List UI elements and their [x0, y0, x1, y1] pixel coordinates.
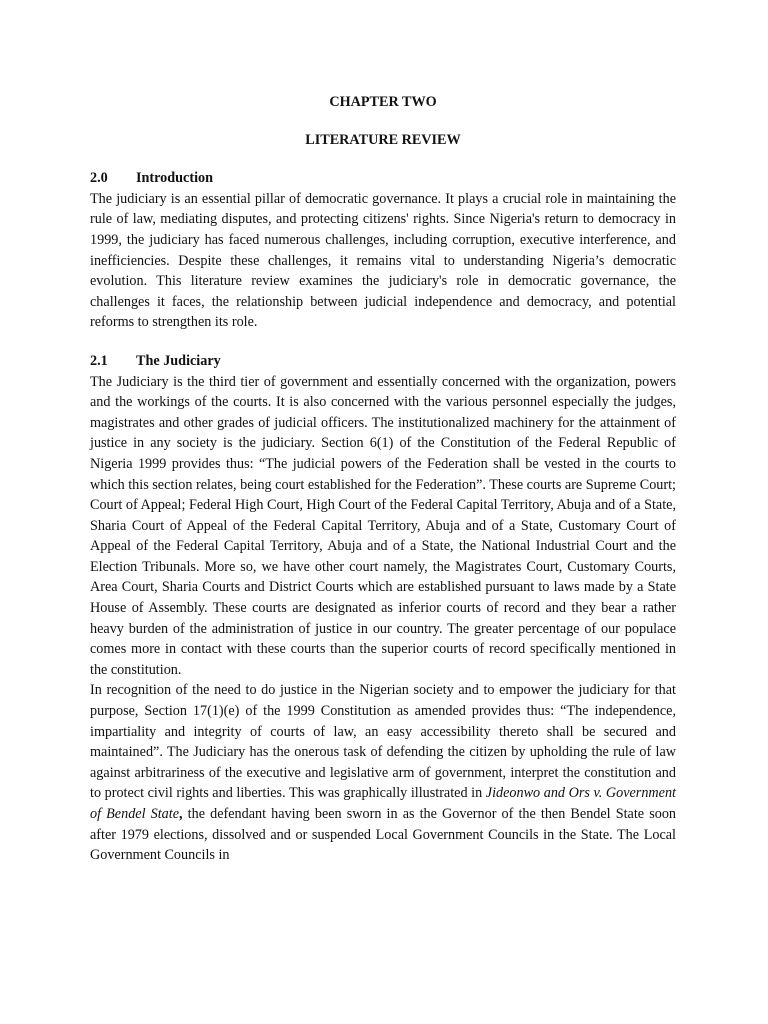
section-heading-judiciary: [90, 351, 676, 372]
chapter-label: CHAPTER TWO: [329, 94, 437, 110]
section-number: 2.0: [90, 170, 108, 187]
section-number: 2.1: [90, 352, 108, 369]
recognition-text-end: the defendant having been sworn in as the Governor of the then Bendel State soon after 1979 elections, dissolved and or suspended Local Government Councils in the State. The Local Government Councils in: [90, 806, 677, 864]
chapter-title: LITERATURE REVIEW: [305, 131, 461, 148]
recognition-paragraph: [90, 680, 676, 865]
case-citation: Jideonwo and Ors v. Government of Bendel State: [90, 785, 676, 822]
judiciary-paragraph: The Judiciary is the third tier of government and essentially concerned with the organization, powers and the workings of the courts. It is also concerned with the various personnel especially the judges, magistrates and other grades of judicial officers. The institutionalized machinery for the attainment of justice in any society is the judiciary. Section 6(1) of the Constitution of the Federal Republic of Nigeria 1999 provides thus: “The judicial powers of the Federation shall be vested in the courts to which this section relates, being court established for the Federation”. These courts are Supreme Court; Court of Appeal; Federal High Court, High Court of the Federal Capital Territory, Abuja and of a State, Sharia Court of Appeal of the Federal Capital Territory, Abuja and of a State, Customary Court of Appeal of the Federal Capital Territory, Abuja and of a State, the National Industrial Court and the Election Tribunals. More so, we have other court namely, the Magistrates Court, Customary Courts, Area Court, Sharia Courts and District Courts which are established pursuant to laws made by a State House of Assembly. These courts are designated as inferior courts of record and they bear a rather heavy burden of the administration of justice in our country. The greater percentage of our populace comes more in contact with these courts than the superior courts of record specifically mentioned in the constitution.: [90, 373, 676, 678]
case-citation-comma: ,: [179, 806, 183, 822]
document-page: [90, 92, 676, 866]
recognition-text-start: In recognition of the need to do justice in the Nigerian society and to empower the judiciary for that purpose, Section 17(1)(e) of the 1999 Constitution as amended provides thus: “The independence, impartiality and integrity of courts of law, an easy accessibility thereto shall be secured and maintained”. The Judiciary has the onerous task of defending the citizen by upholding the rule of law against arbitrariness of the executive and legislative arm of government, interpret the constitution and to protect civil rights and liberties. This was graphically illustrated in: [90, 682, 676, 802]
introduction-paragraph: The judiciary is an essential pillar of democratic governance. It plays a crucial role in maintaining the rule of law, mediating disputes, and protecting citizens' rights. Since Nigeria's return to democracy in 1999, the judiciary has faced numerous challenges, including corruption, executive interference, and inefficiencies. Despite these challenges, it remains vital to understanding Nigeria’s democratic evolution. This literature review examines the judiciary's role in democratic governance, the challenges it faces, the relationship between judicial independence and democracy, and potential reforms to strengthen its role.: [90, 190, 676, 331]
section-heading-introduction: [90, 168, 676, 189]
section-title: Introduction: [136, 170, 213, 187]
section-title: The Judiciary: [136, 352, 221, 369]
